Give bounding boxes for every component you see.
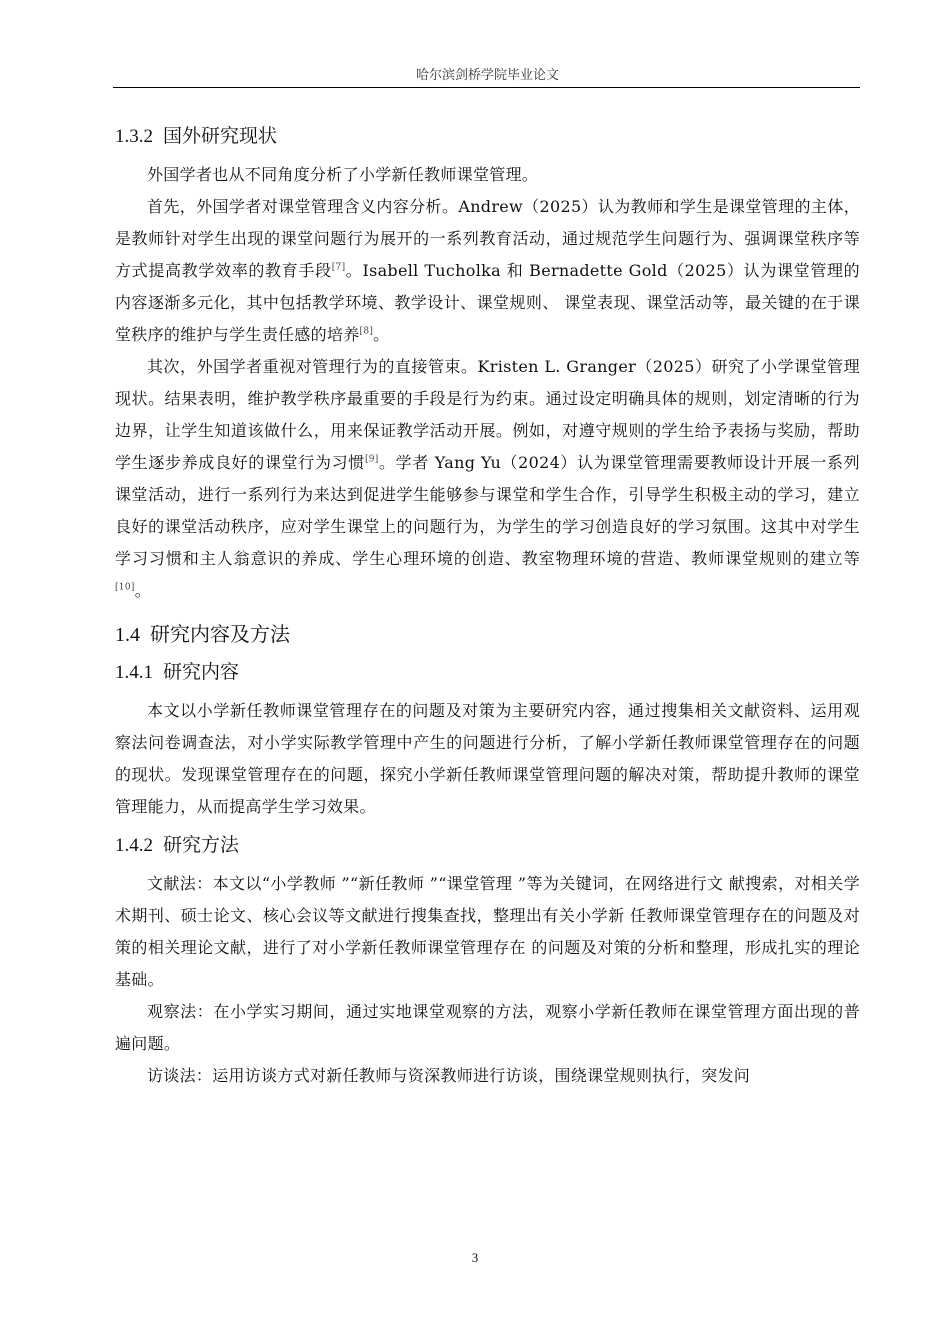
section-heading-1-4 xyxy=(115,619,860,650)
section-title: 研究方法 xyxy=(163,834,240,856)
header-rule xyxy=(113,87,860,88)
paragraph: 本文以小学新任教师课堂管理存在的问题及对策为主要研究内容，通过搜集相关文献资料、运用观察法问卷调查法，对小学实际教学管理中产生的问题进行分析，了解小学新任教师课堂管理存在的问题的现状。发现课堂管理存在的问题，探究小学新任教师课堂管理问题的解决对策，帮助提升教师的课堂管理能力，从而提高学生学习效果。 xyxy=(115,701,860,816)
page-number: 3 xyxy=(471,1250,479,1265)
section-title: 国外研究现状 xyxy=(163,125,278,147)
citation: [9] xyxy=(364,454,379,465)
paragraph: 外国学者也从不同角度分析了小学新任教师课堂管理。 xyxy=(147,165,539,184)
citation: [10] xyxy=(115,582,135,593)
paragraph-text: 。学者 Yang Yu（2024）认为课堂管理需要教师设计开展一系列课堂活动，进行一系列行为来达到促进学生能够参与课堂和学生合作，引导学生积极主动的学习，建立良好的课堂活动秩序，应对学生课堂上的问题行为，为学生的学习创造良好的学习氛围。这其中对学生学习习惯和主人翁意识的养成、学生心理环境的创造、教室物理环境的营造、教师课堂规则的建立等 xyxy=(115,453,860,568)
section-title: 研究内容及方法 xyxy=(150,622,290,646)
section-heading-1-4-2 xyxy=(115,831,860,860)
section-number: 1.4.1 xyxy=(115,662,153,683)
section-title: 研究内容 xyxy=(163,661,240,683)
paragraph-text: 首先，外国学者对课堂管理含义内容分析。Andrew（2025）认为教师和学生是课堂管理的主体，是教师针对学生出现的课堂问题行为展开的一系列教育活动，通过规范学生问题行为、强调课堂秩序等方式提高教学效率的教育手段 xyxy=(115,197,860,280)
paragraph-text: 。 xyxy=(134,581,151,600)
paragraph-text: 其次，外国学者重视对管理行为的直接管束。Kristen L. Granger（2025）研究了小学课堂管理现状。结果表明，维护教学秩序最重要的手段是行为约束。通过设定明确具体的规则，划定清晰的行为边界，让学生知道该做什么，用来保证教学活动开展。例如，对遵守规则的学生给予表扬与奖励，帮助学生逐步养成良好的课堂行为习惯 xyxy=(115,357,860,472)
paragraph-text: 。Isabell Tucholka 和 Bernadette Gold（2025）认为课堂管理的内容逐渐多元化，其中包括教学环境、教学设计、课堂规则、 课堂表现、课堂活动等，最关键的在于课堂秩序的维护与学生责任感的培养 xyxy=(115,261,860,344)
paragraph xyxy=(115,191,860,351)
citation: [8] xyxy=(359,326,374,337)
section-heading-1-3-2 xyxy=(115,122,860,151)
paragraph xyxy=(115,351,860,607)
section-heading-1-4-1 xyxy=(115,658,860,687)
section-number: 1.3.2 xyxy=(115,126,153,147)
paragraph: 文献法：本文以“小学教师 ”“新任教师 ”“课堂管理 ”等为关键词，在网络进行文 献搜索，对相关学术期刊、硕士论文、核心会议等文献进行搜集查找，整理出有关小学新 任教师课堂管理存在的问题及对策的相关理论文献，进行了对小学新任教师课堂管理存在 的问题及对策的分析和整理，形成扎实的理论基础。 xyxy=(115,874,860,989)
paragraph: 观察法：在小学实习期间，通过实地课堂观察的方法，观察小学新任教师在课堂管理方面出现的普遍问题。 xyxy=(115,1002,860,1053)
paragraph-text: 。 xyxy=(373,325,390,344)
paragraph: 访谈法：运用访谈方式对新任教师与资深教师进行访谈，围绕课堂规则执行，突发问 xyxy=(147,1066,751,1085)
page-header: 哈尔滨剑桥学院毕业论文 xyxy=(415,68,559,83)
page-body xyxy=(115,122,860,1092)
citation: [7] xyxy=(331,262,346,273)
section-number: 1.4.2 xyxy=(115,835,153,856)
section-number: 1.4 xyxy=(115,624,140,646)
